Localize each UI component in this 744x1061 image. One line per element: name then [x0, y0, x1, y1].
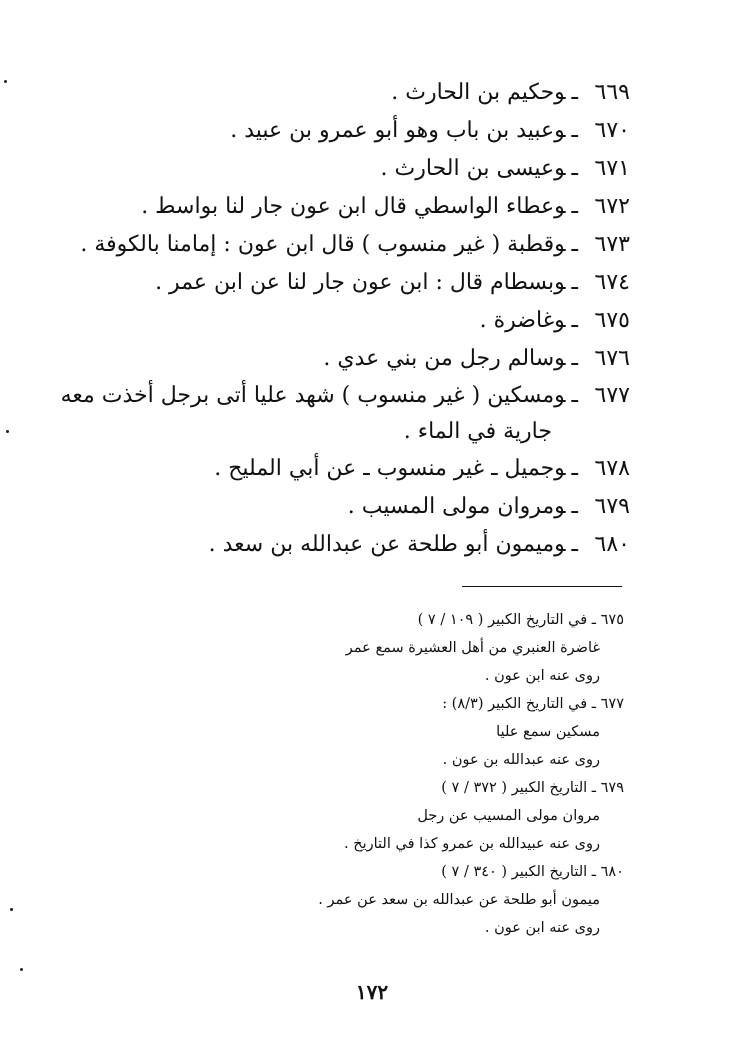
footnote-head: ٦٧٥ ـ في التاريخ الكبير ( ١٠٩ / ٧ ): [417, 612, 624, 628]
footnote: [300, 774, 624, 858]
entry-text: وبسطام قال : ابن عون جار لنا عن ابن عمر .: [155, 270, 566, 295]
entries-list: [60, 74, 630, 564]
entry-text: وحكيم بن الحارث .: [391, 80, 566, 105]
entry-number: ٦٧٦: [594, 346, 630, 371]
list-item: ٦٧٤ـوبسطام قال : ابن عون جار لنا عن ابن عمر .: [60, 264, 630, 302]
footnote-line: روى عنه عبدالله بن عون .: [442, 752, 600, 768]
footnote-divider: [462, 586, 622, 587]
entry-number: ٦٧٤: [594, 270, 630, 295]
entry-text: وسالم رجل من بني عدي .: [323, 346, 566, 371]
footnote-line: روى عنه ابن عون .: [484, 920, 600, 936]
entry-number: ٦٧٣: [594, 232, 630, 257]
list-item: ٦٧٠ـوعبيد بن باب وهو أبو عمرو بن عبيد .: [60, 112, 630, 150]
entry-text: ومروان مولى المسيب .: [347, 494, 566, 519]
entry-text: وعطاء الواسطي قال ابن عون جار لنا بواسط .: [141, 194, 566, 219]
entry-text: وعبيد بن باب وهو أبو عمرو بن عبيد .: [230, 118, 566, 143]
list-item: ٦٧٩ـومروان مولى المسيب .: [60, 488, 630, 526]
footnote: [300, 690, 624, 774]
entry-number: ٦٧١: [594, 156, 630, 181]
footnotes: [300, 606, 624, 942]
list-item: ٦٧٣ـوقطبة ( غير منسوب ) قال ابن عون : إمامنا بالكوفة .: [60, 226, 630, 264]
entry-number: ٦٧٢: [594, 194, 630, 219]
list-item: ٦٧٢ـوعطاء الواسطي قال ابن عون جار لنا بواسط .: [60, 188, 630, 226]
list-item: ٦٧٥ـوغاضرة .: [60, 302, 630, 340]
footnote-line: ميمون أبو طلحة عن عبدالله بن سعد عن عمر .: [318, 892, 600, 908]
footnote: [300, 606, 624, 690]
entry-text: وقطبة ( غير منسوب ) قال ابن عون : إمامنا بالكوفة .: [80, 232, 566, 257]
list-item: ٦٧١ـوعيسى بن الحارث .: [60, 150, 630, 188]
list-item: ٦٧٦ـوسالم رجل من بني عدي .: [60, 340, 630, 378]
entry-number: ٦٧٨: [594, 456, 630, 481]
footnote-head: ٦٧٧ ـ في التاريخ الكبير (٨/٣) :: [442, 696, 624, 712]
scan-speck: [10, 908, 13, 911]
footnote-head: ٦٧٩ ـ التاريخ الكبير ( ٣٧٢ / ٧ ): [441, 780, 624, 796]
entry-text: وغاضرة .: [479, 308, 566, 333]
entry-number: ٦٧٩: [594, 494, 630, 519]
entry-text: ومسكين ( غير منسوب ) شهد عليا أتى برجل أخذت معه: [60, 383, 566, 408]
list-item: ٦٨٠ـوميمون أبو طلحة عن عبدالله بن سعد .: [60, 526, 630, 564]
footnote-line: روى عنه ابن عون .: [484, 668, 600, 684]
entry-text: وميمون أبو طلحة عن عبدالله بن سعد .: [208, 532, 566, 557]
footnote-head: ٦٨٠ ـ التاريخ الكبير ( ٣٤٠ / ٧ ): [441, 864, 624, 880]
list-item: ٦٧٨ـوجميل ـ غير منسوب ـ عن أبي المليح .: [60, 450, 630, 488]
page-number: ١٧٢: [355, 980, 389, 1004]
scan-speck: [20, 968, 23, 971]
entry-number: ٦٨٠: [594, 532, 630, 557]
entry-continuation: جارية في الماء .: [403, 419, 552, 444]
scan-speck: [4, 80, 7, 83]
list-item: ٦٧٧ـومسكين ( غير منسوب ) شهد عليا أتى برجل أخذت معه جارية في الماء .: [60, 378, 630, 450]
footnote-line: مروان مولى المسيب عن رجل: [417, 808, 600, 824]
entry-text: وعيسى بن الحارث .: [380, 156, 566, 181]
footnote: [300, 858, 624, 942]
entry-number: ٦٧٧: [594, 383, 630, 408]
entry-text: وجميل ـ غير منسوب ـ عن أبي المليح .: [214, 456, 566, 481]
list-item: ٦٦٩ـوحكيم بن الحارث .: [60, 74, 630, 112]
entry-number: ٦٦٩: [594, 80, 630, 105]
entry-number: ٦٧٠: [594, 118, 630, 143]
scan-speck: [6, 430, 9, 433]
footnote-line: مسكين سمع عليا: [496, 724, 600, 740]
footnote-line: روى عنه عبيدالله بن عمرو كذا في التاريخ .: [344, 836, 600, 852]
entry-number: ٦٧٥: [594, 308, 630, 333]
footnote-line: غاضرة العنبري من أهل العشيرة سمع عمر: [345, 640, 600, 656]
